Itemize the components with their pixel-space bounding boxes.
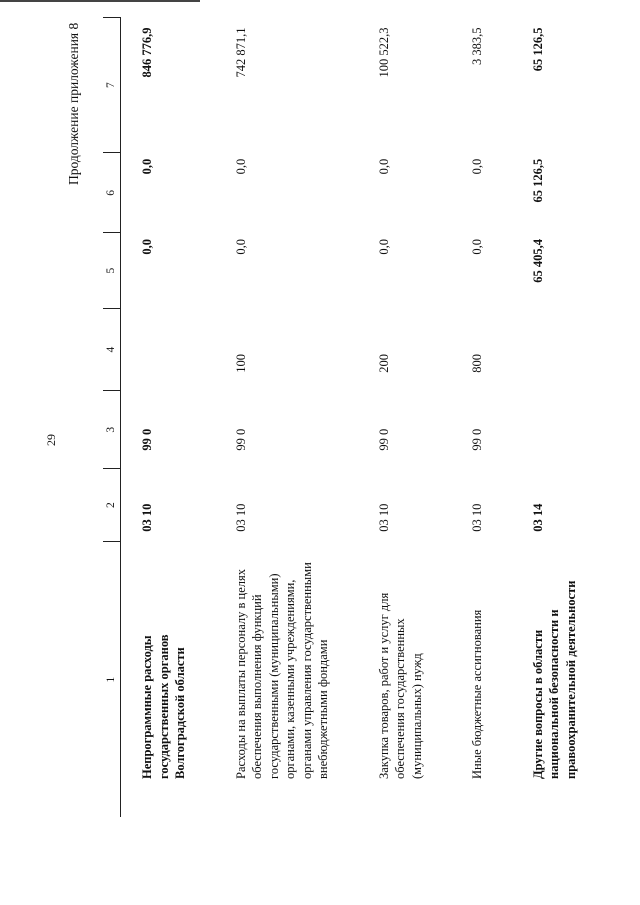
section-code: 03 14 [530,503,545,532]
column-number-row [103,18,121,818]
table-row [215,18,358,818]
section-code: 03 10 [470,503,484,532]
budget-table [103,17,605,817]
target-code: 99 0 [470,428,484,451]
target-code [512,391,606,469]
value-col5: 65 405,4 [530,238,545,283]
section-code: 03 10 [140,503,154,532]
value-col5: 0,0 [470,238,484,255]
column-number: 5 [103,233,121,308]
value-col5: 0,0 [140,238,154,255]
expense-type [121,308,215,390]
section-code: 03 10 [376,503,391,532]
target-code: 99 0 [376,428,391,451]
value-col6: 0,0 [233,158,248,175]
section-code: 03 10 [233,503,248,532]
table-row [358,18,452,818]
expense-type: 800 [470,353,484,373]
expense-type: 100 [233,353,248,373]
column-number: 1 [103,542,121,817]
column-number: 3 [103,391,121,469]
value-col7: 846 776,9 [140,27,154,78]
table-row [121,18,215,818]
row-name: Другие вопросы в области национальной безопасности и правоохранительной деятельности [530,580,578,779]
column-number: 2 [103,469,121,542]
continuation-title: Продолжение приложения 8 [66,22,81,185]
table-row [451,18,512,818]
expense-type [512,308,606,390]
value-col6: 0,0 [376,158,391,175]
row-name: Расходы на выплаты персоналу в целях обеспечения выполнения функций государственными (муниципальными) органами, казенными учреждениями, органами управления государственными внебюджетными фондами [233,562,330,779]
column-number: 4 [103,308,121,390]
value-col7: 65 126,5 [530,27,545,72]
value-col6: 65 126,5 [530,158,545,203]
value-col5: 0,0 [376,238,391,255]
value-col5: 0,0 [233,238,248,255]
table-body [121,18,606,818]
page-number: 29 [44,434,58,446]
value-col7: 742 871,1 [233,27,248,78]
value-col7: 3 383,5 [470,27,484,65]
value-col6: 0,0 [470,158,484,175]
value-col7: 100 522,3 [376,27,391,78]
row-name: Непрограммные расходы государственных органов Волгоградской области [140,634,187,779]
value-col6: 0,0 [140,158,154,175]
expense-type: 200 [376,353,391,373]
row-name: Иные бюджетные ассигнования [470,609,484,779]
target-code: 99 0 [233,428,248,451]
row-name: Закупка товаров, работ и услуг для обеспечения государственных (муниципальных) нужд [376,592,424,779]
target-code: 99 0 [140,428,154,451]
column-number: 7 [103,18,121,153]
table-row [512,18,606,818]
column-number: 6 [103,153,121,233]
